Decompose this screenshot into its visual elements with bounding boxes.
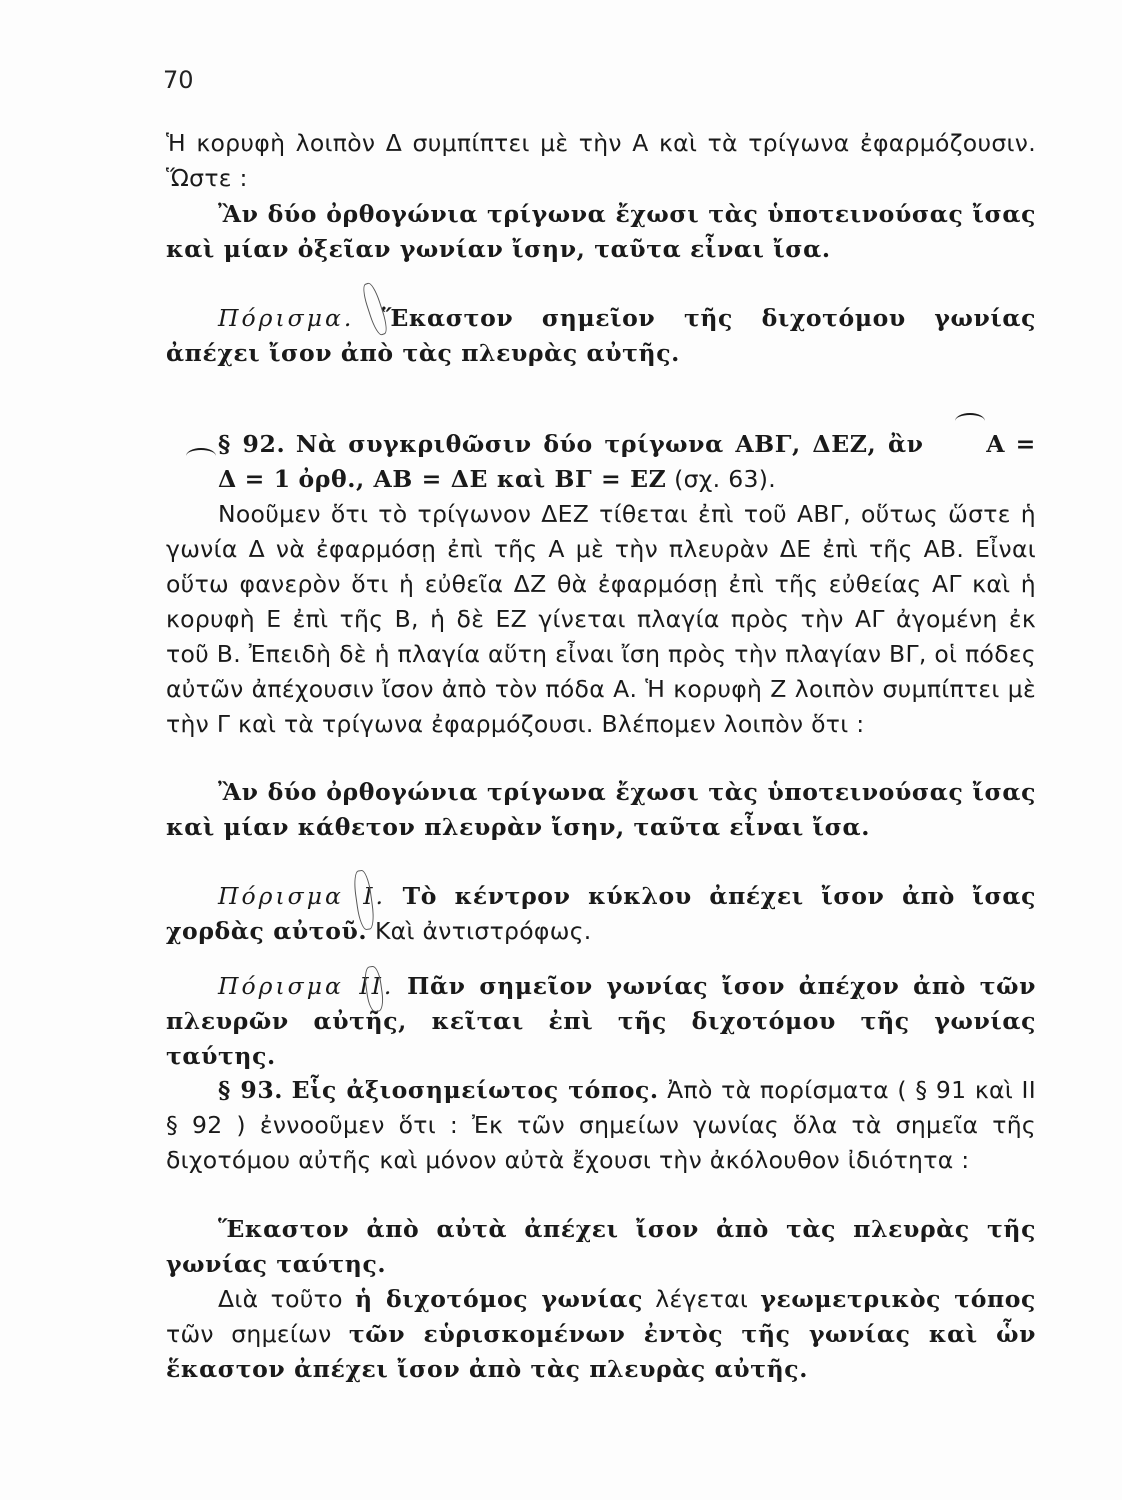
conclusion — [166, 1282, 1036, 1387]
corollary-i-label: Πόρισμα Ι. — [218, 882, 386, 910]
section-92-number: § 92. — [218, 430, 286, 458]
corollary-i-tail: Καὶ ἀντιστρόφως. — [374, 917, 592, 945]
section-93-body: Ἀπὸ τὰ πορίσματα ( § 91 καὶ ΙΙ § 92 ) ἐννοοῦμεν ὅτι : Ἐκ τῶν σημείων γωνίας ὅλα τὰ σημεῖα τῆς διχοτόμου αὐτῆς καὶ μόνον αὐτὰ ἔχουσι τὴν ἀκόλουθον ἰδιότητα : — [166, 1076, 1037, 1174]
section-92-heading — [166, 427, 1036, 497]
conclusion-part-4: γεωμετρικὸς τόπος — [760, 1285, 1036, 1313]
corollary-1-label: Πόρισμα. — [218, 304, 355, 332]
section-92-heading-a: Νὰ συγκριθῶσιν δύο τρίγωνα ΑΒΓ, ΔΕΖ, ἂν — [295, 430, 924, 458]
section-93-number: § 93. — [218, 1076, 284, 1104]
equals-sign-2: = 1 — [244, 465, 291, 493]
conclusion-part-6: τῶν εὑρισκομένων ἐντὸς τῆς γωνίας καὶ ὧν ἕκαστον ἀπέχει ἴσον ἀπὸ τὰς πλευρὰς αὐτῆς. — [166, 1320, 1036, 1383]
conclusion-part-3: λέγεται — [655, 1285, 749, 1313]
section-92-body-text: Νοοῦμεν ὅτι τὸ τρίγωνον ΔΕΖ τίθεται ἐπὶ τοῦ ΑΒΓ, οὕτως ὥστε ἡ γωνία Δ νὰ ἐφαρμόσῃ ἐπὶ τῆς Α μὲ τὴν πλευρὰν ΔΕ ἐπὶ τῆς ΑΒ. Εἶναι οὕτω φανερὸν ὅτι ἡ εὐθεῖα ΔΖ θὰ ἐφαρμόσῃ ἐπὶ τῆς εὐθείας ΑΓ καὶ ἡ κορυφὴ Ε ἐπὶ τῆς Β, ἡ δὲ ΕΖ γίνεται πλαγία πρὸς τὴν ΑΓ ἀγομένη ἐκ τοῦ Β. Ἐπειδὴ δὲ ἡ πλαγία αὕτη εἶναι ἴση πρὸς τὴν πλαγίαν ΒΓ, οἱ πόδες αὐτῶν ἀπέχουσιν ἴσον ἀπὸ τὸν πόδα Α. Ἡ κορυφὴ Ζ λοιπὸν συμπίπτει μὲ τὴν Γ καὶ τὰ τρίγωνα ἐφαρμόζουσι. Βλέπομεν λοιπὸν ὅτι : — [166, 500, 1036, 738]
corollary-ii — [166, 969, 1036, 1074]
corollary-ii-text: Πᾶν σημεῖον γωνίας ἴσον ἀπέχον ἀπὸ τῶν πλευρῶν αὐτῆς, κεῖται ἐπὶ τῆς διχοτόμου τῆς γωνίας ταύτης. — [166, 972, 1036, 1070]
theorem-2-text: Ἂν δύο ὀρθογώνια τρίγωνα ἔχωσι τὰς ὑποτεινούσας ἴσας καὶ μίαν κάθετον πλευρὰν ἴσην, ταῦτα εἶναι ἴσα. — [166, 778, 1036, 841]
corollary-ii-label: Πόρισμα ΙΙ. — [218, 972, 395, 1000]
angle-d-symbol: Δ — [166, 462, 237, 497]
property — [166, 1212, 1036, 1282]
intro-text: Ἡ κορυφὴ λοιπὸν Δ συμπίπτει μὲ τὴν Α καὶ τὰ τρίγωνα ἐφαρμόζουσιν. Ὥστε : — [166, 129, 1036, 192]
property-text: Ἕκαστον ἀπὸ αὐτὰ ἀπέχει ἴσον ἀπὸ τὰς πλευρὰς τῆς γωνίας ταύτης. — [166, 1215, 1036, 1278]
corollary-i — [166, 879, 1036, 949]
section-93 — [166, 1073, 1036, 1178]
corollary-1-text: Ἕκαστον σημεῖον τῆς διχοτόμου γωνίας ἀπέχει ἴσον ἀπὸ τὰς πλευρὰς αὐτῆς. — [166, 304, 1036, 367]
theorem-2 — [166, 775, 1036, 845]
conclusion-part-5: τῶν σημείων — [166, 1320, 332, 1348]
conclusion-part-1: Διὰ τοῦτο — [218, 1285, 343, 1313]
paragraph-intro — [166, 126, 1036, 196]
corollary-i-text: Τὸ κέντρον κύκλου ἀπέχει ἴσον ἀπὸ ἴσας χορδὰς αὐτοῦ. — [166, 882, 1036, 945]
page-number: 70 — [163, 66, 194, 94]
theorem-1 — [166, 197, 1036, 267]
section-92-heading-b: ὀρθ., ΑΒ = ΔΕ καὶ ΒΓ = ΕΖ — [298, 465, 667, 493]
figure-reference: (σχ. 63). — [674, 465, 776, 493]
corollary-1 — [166, 301, 1036, 371]
theorem-1-text: Ἂν δύο ὀρθογώνια τρίγωνα ἔχωσι τὰς ὑποτεινούσας ἴσας καὶ μίαν ὀξεῖαν γωνίαν ἴσην, ταῦτα εἶναι ἴσα. — [166, 200, 1036, 263]
section-92-body — [166, 497, 1036, 742]
equals-sign-1: = — [1015, 430, 1036, 458]
section-93-heading: Εἷς ἀξιοσημείωτος τόπος. — [291, 1076, 659, 1104]
conclusion-part-2: ἡ διχοτόμος γωνίας — [355, 1285, 643, 1313]
angle-a-symbol: Α — [934, 427, 1005, 462]
